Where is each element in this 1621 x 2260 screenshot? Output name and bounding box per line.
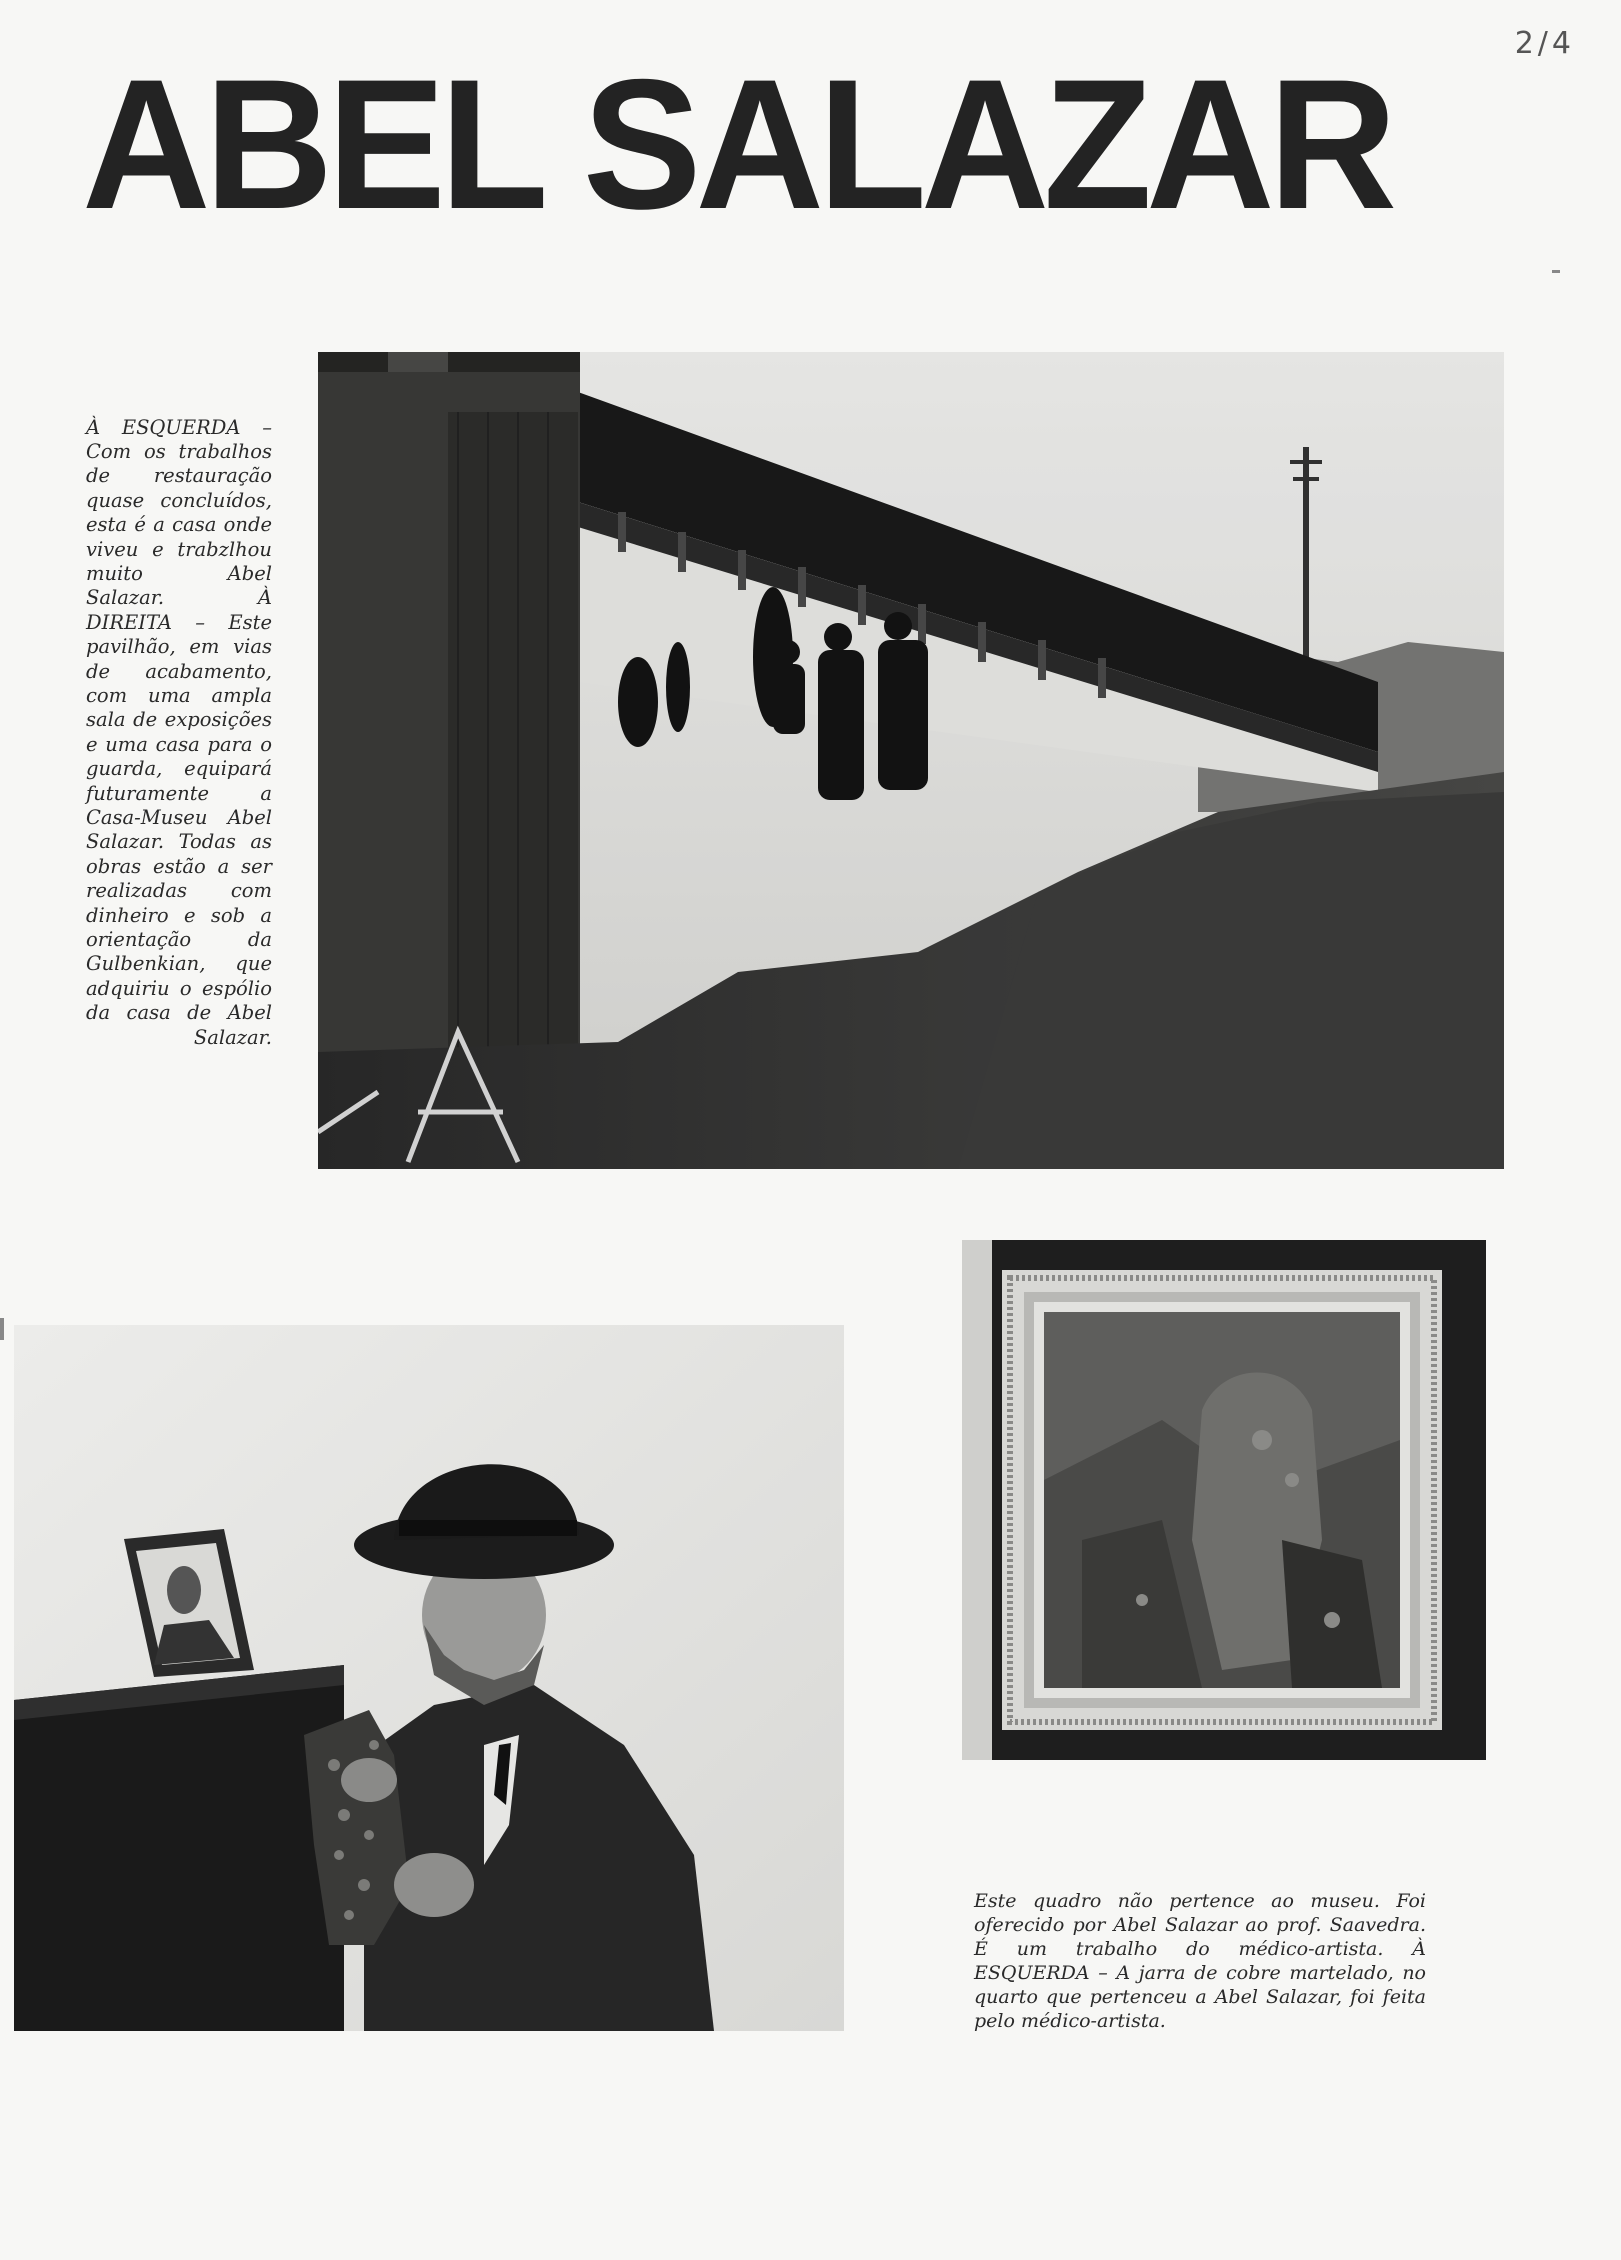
pavilion-construction-photo	[318, 352, 1504, 1169]
framed-painting-photo	[962, 1240, 1486, 1760]
caption-painting-jar: Este quadro não pertence ao museu. Foi oferecido por Abel Salazar ao prof. Saavedra. É um trabalho do médico-artista. À ESQUERDA – A jarra de cobre martelado, no quarto que pertenceu a Abel Salazar, foi feita pelo médico-artista.	[974, 1890, 1426, 2032]
copper-jar-man-photo	[14, 1325, 844, 2031]
page-number: 2/4	[1514, 26, 1575, 61]
page-title: ABEL SALAZAR	[82, 40, 1392, 248]
caption-house-pavilion: À ESQUERDA – Com os trabalhos de restauração quase concluídos, esta é a casa onde viveu e trabzlhou muito Abel Salazar. À DIREITA – Este pavilhão, em vias de acabamento, com uma ampla sala de exposições e uma casa para o guarda, equipará futuramente a Casa-Museu Abel Salazar. Todas as obras estão a ser realizadas com dinheiro e sob a orientação da Gulbenkian, que adquiriu o espólio da casa de Abel Salazar.	[86, 415, 272, 1049]
scan-edge-mark	[0, 1318, 4, 1340]
scan-edge-mark	[1552, 270, 1560, 273]
